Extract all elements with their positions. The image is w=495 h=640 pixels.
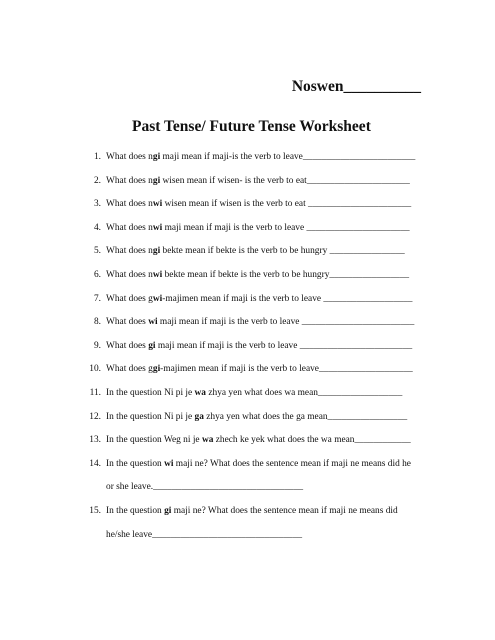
question-number: 15. (89, 506, 101, 517)
emphasized-prefix: wi (152, 293, 163, 304)
emphasized-prefix: wi (152, 199, 163, 210)
emphasized-prefix: wi (164, 458, 174, 469)
question-number: 2. (93, 175, 101, 186)
question-text: What does ngi wisen mean if wisen- is the verb to eat______________________ (106, 175, 410, 186)
question-text: What does gi maji mean if maji is the verb to leave ________________________ (106, 340, 413, 351)
question-text: In the question Ni pi je wa zhya yen what does wa mean__________________ (106, 387, 403, 398)
question-2 (85, 174, 435, 198)
question-number: 4. (93, 222, 101, 233)
question-number: 14. (89, 458, 101, 469)
question-7 (85, 292, 435, 316)
question-14 (85, 457, 435, 505)
question-continuation: he/she leave________________________________ (106, 529, 303, 540)
question-6 (85, 268, 435, 292)
question-8 (85, 315, 435, 339)
emphasized-prefix: wi (152, 222, 163, 233)
question-text: What does gwi-majimen mean if maji is the verb to leave ___________________ (106, 293, 413, 304)
emphasized-prefix: gi (152, 152, 161, 162)
emphasized-prefix: wi (148, 317, 158, 328)
question-9 (85, 339, 435, 363)
question-number: 1. (93, 152, 101, 162)
question-text: What does wi maji mean if maji is the verb to leave ________________________ (106, 317, 415, 328)
emphasized-prefix: wa (201, 435, 214, 446)
question-number: 13. (89, 435, 101, 446)
question-1 (85, 150, 435, 174)
question-list (85, 150, 435, 552)
question-3 (85, 197, 435, 221)
emphasized-prefix: gi (164, 506, 172, 517)
question-number: 9. (93, 340, 101, 351)
question-10 (85, 362, 435, 386)
emphasized-prefix: gi (152, 364, 161, 375)
question-text: In the question gi maji ne? What does the sentence mean if maji ne means did he/she leave________________________________ (106, 506, 398, 540)
question-number: 7. (93, 293, 101, 304)
question-4 (85, 221, 435, 245)
emphasized-prefix: gi (152, 246, 161, 257)
question-15 (85, 504, 435, 552)
emphasized-prefix: ga (194, 411, 204, 422)
student-name-field: Noswen__________ (291, 78, 421, 95)
question-text: What does ngi bekte mean if bekte is the verb to be hungry ________________ (106, 246, 405, 257)
question-text: In the question wi maji ne? What does the sentence mean if maji ne means did he or she leave.________________________________ (106, 458, 411, 493)
question-number: 10. (89, 364, 101, 375)
emphasized-prefix: gi (148, 340, 156, 351)
emphasized-prefix: gi (152, 175, 161, 186)
emphasized-prefix: wa (194, 387, 206, 398)
emphasized-prefix: wi (152, 269, 163, 280)
question-text: In the question Weg ni je wa zhech ke yek what does the wa mean____________ (106, 435, 411, 446)
question-number: 3. (93, 199, 101, 210)
question-number: 8. (93, 317, 101, 328)
question-13 (85, 433, 435, 457)
question-number: 11. (89, 387, 101, 398)
question-text: What does nwi wisen mean if wisen is the verb to eat ______________________ (106, 199, 412, 210)
question-12 (85, 410, 435, 434)
question-number: 5. (93, 246, 101, 257)
question-text: What does ggi-majimen mean if maji is the verb to leave____________________ (106, 364, 413, 375)
question-continuation: or she leave.________________________________ (106, 482, 304, 493)
question-number: 12. (89, 411, 101, 422)
question-text: In the question Ni pi je ga zhya yen what does the ga mean_________________ (106, 411, 408, 422)
question-number: 6. (93, 269, 101, 280)
worksheet-title: Past Tense/ Future Tense Worksheet (132, 118, 371, 135)
question-5 (85, 244, 435, 268)
question-11 (85, 386, 435, 410)
question-text: What does nwi maji mean if maji is the verb to leave ______________________ (106, 222, 410, 233)
question-text: What does nwi bekte mean if bekte is the verb to be hungry_________________ (106, 269, 410, 280)
question-text: What does ngi maji mean if maji-is the verb to leave________________________ (106, 152, 416, 162)
